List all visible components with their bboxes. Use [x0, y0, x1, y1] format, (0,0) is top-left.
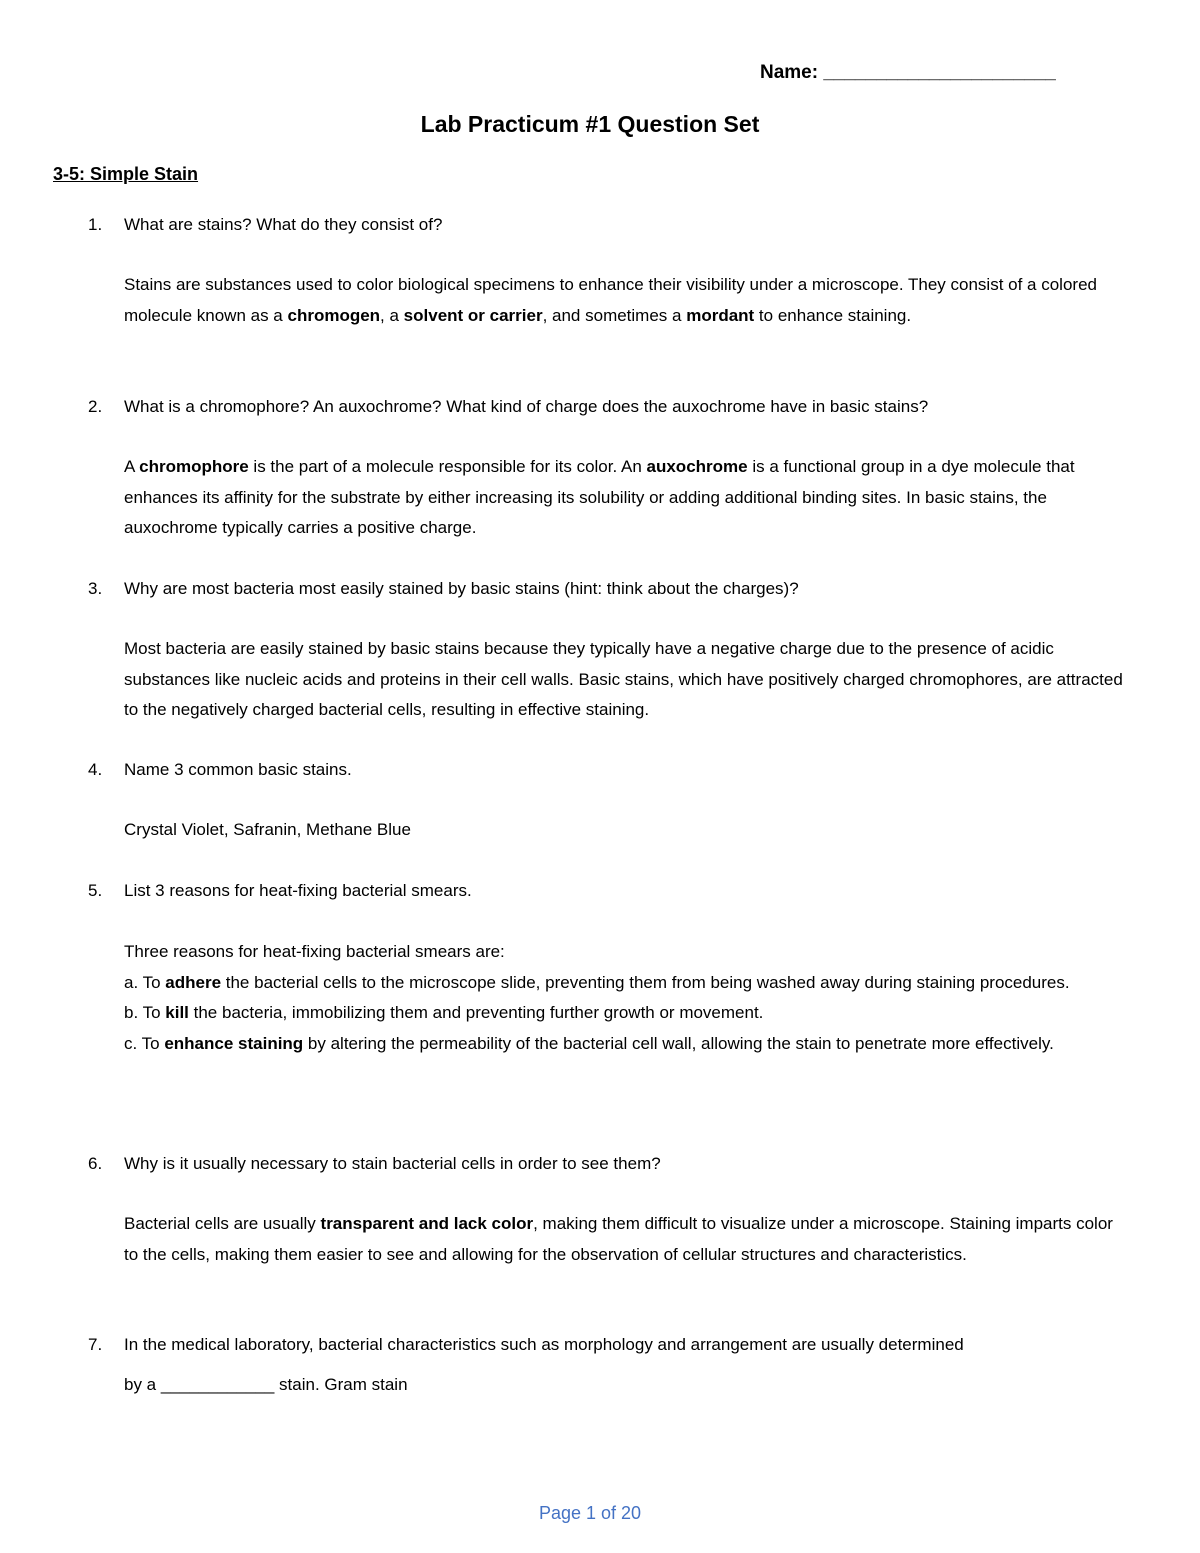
page-footer: Page 1 of 20 — [538, 1503, 642, 1523]
answer-2 — [124, 452, 1124, 544]
answer-text: Crystal Violet, Safranin, Methane Blue — [124, 820, 411, 839]
name-blank: ______________________ — [823, 62, 1056, 83]
question-number: 3. — [88, 579, 103, 598]
answer-text: , a — [380, 305, 404, 325]
name-field — [760, 62, 1056, 84]
question-5 — [88, 876, 1128, 906]
bold-term: adhere — [165, 972, 222, 992]
question-text: Why are most bacteria most easily stained by basic stains (hint: think about the charges)? — [124, 579, 799, 598]
bold-term: transparent and lack color — [320, 1214, 534, 1233]
question-text: Name 3 common basic stains. — [124, 760, 352, 779]
answer-text: Bacterial cells are usually — [124, 1214, 321, 1233]
answer-text: is a functional group in a dye molecule that enhances its affinity for the substrate by either increasing its solubility or adding additional binding sites. In basic stains, the auxochrome typically carries a positive charge. — [124, 457, 1075, 537]
question-2 — [88, 392, 1128, 422]
question-number: 4. — [88, 760, 103, 779]
answer-text: the bacterial cells to the microscope slide, preventing them from being washed away during staining procedures. — [221, 972, 1070, 992]
question-text: List 3 reasons for heat-fixing bacterial smears. — [124, 881, 472, 900]
bold-term: mordant — [686, 305, 755, 325]
answer-1 — [124, 270, 1124, 331]
answer-line — [124, 968, 1124, 999]
bold-term: kill — [165, 1003, 189, 1022]
answer-text: by altering the permeability of the bacterial cell wall, allowing the stain to penetrate more effectively. — [303, 1033, 1054, 1053]
answer-text: is the part of a molecule responsible for its color. An — [248, 457, 647, 476]
bold-term: auxochrome — [646, 457, 748, 476]
question-number: 2. — [88, 397, 103, 416]
answer-text: A — [124, 457, 140, 476]
answer-text: , and sometimes a — [542, 305, 687, 325]
answer-6 — [124, 1209, 1124, 1270]
answer-text: a. To — [124, 972, 166, 992]
question-number: 1. — [88, 215, 103, 234]
answer-text: Three reasons for heat-fixing bacterial smears are: — [124, 942, 505, 961]
question-number: 7. — [88, 1335, 103, 1354]
answer-text: , making them difficult to visualize under a microscope. Staining imparts color to the cells, making them easier to see and allowing for the observation of cellular structures and characteristics. — [124, 1214, 1113, 1264]
bold-term: solvent or carrier — [403, 305, 543, 325]
answer-line — [124, 937, 1124, 968]
question-text: What is a chromophore? An auxochrome? What kind of charge does the auxochrome have in basic stains? — [124, 397, 929, 416]
page-title: Lab Practicum #1 Question Set — [420, 111, 760, 137]
question-1 — [88, 210, 1128, 240]
answer-text: the bacteria, immobilizing them and preventing further growth or movement. — [188, 1003, 764, 1022]
question-text: Why is it usually necessary to stain bacterial cells in order to see them? — [124, 1154, 661, 1173]
question-number: 6. — [88, 1154, 103, 1173]
bold-term: enhance staining — [164, 1033, 304, 1053]
answer-text: c. To — [124, 1033, 165, 1053]
question-3 — [88, 574, 1128, 604]
question-text-line-1: In the medical laboratory, bacterial characteristics such as morphology and arrangement are usually determined — [124, 1335, 964, 1354]
answer-text: b. To — [124, 1003, 166, 1022]
answer-text: to enhance staining. — [754, 305, 912, 325]
question-text-line-2: by a ____________ stain. Gram stain — [124, 1375, 408, 1394]
answer-line — [124, 998, 1124, 1029]
answer-text: Most bacteria are easily stained by basic stains because they typically have a negative charge due to the presence of acidic substances like nucleic acids and proteins in their cell walls. Basic stains, which have positively charged chromophores, are attracted to the negatively charged bacterial cells, resulting in effective staining. — [124, 639, 1123, 719]
bold-term: chromogen — [287, 305, 381, 325]
question-number: 5. — [88, 881, 103, 900]
question-text: What are stains? What do they consist of? — [124, 215, 443, 234]
bold-term: chromophore — [139, 457, 249, 476]
question-7 — [88, 1330, 1128, 1400]
answer-text: Stains are substances used to color biological specimens to enhance their visibility under a microscope. They consist of a colored molecule known as a — [124, 275, 1097, 325]
answer-4 — [124, 815, 1124, 846]
answer-line — [124, 1029, 1124, 1060]
answer-3 — [124, 634, 1124, 726]
question-4 — [88, 755, 1128, 785]
question-6 — [88, 1149, 1128, 1179]
name-label: Name: — [760, 62, 819, 83]
answer-5 — [124, 937, 1124, 1059]
section-heading: 3-5: Simple Stain — [53, 164, 199, 184]
